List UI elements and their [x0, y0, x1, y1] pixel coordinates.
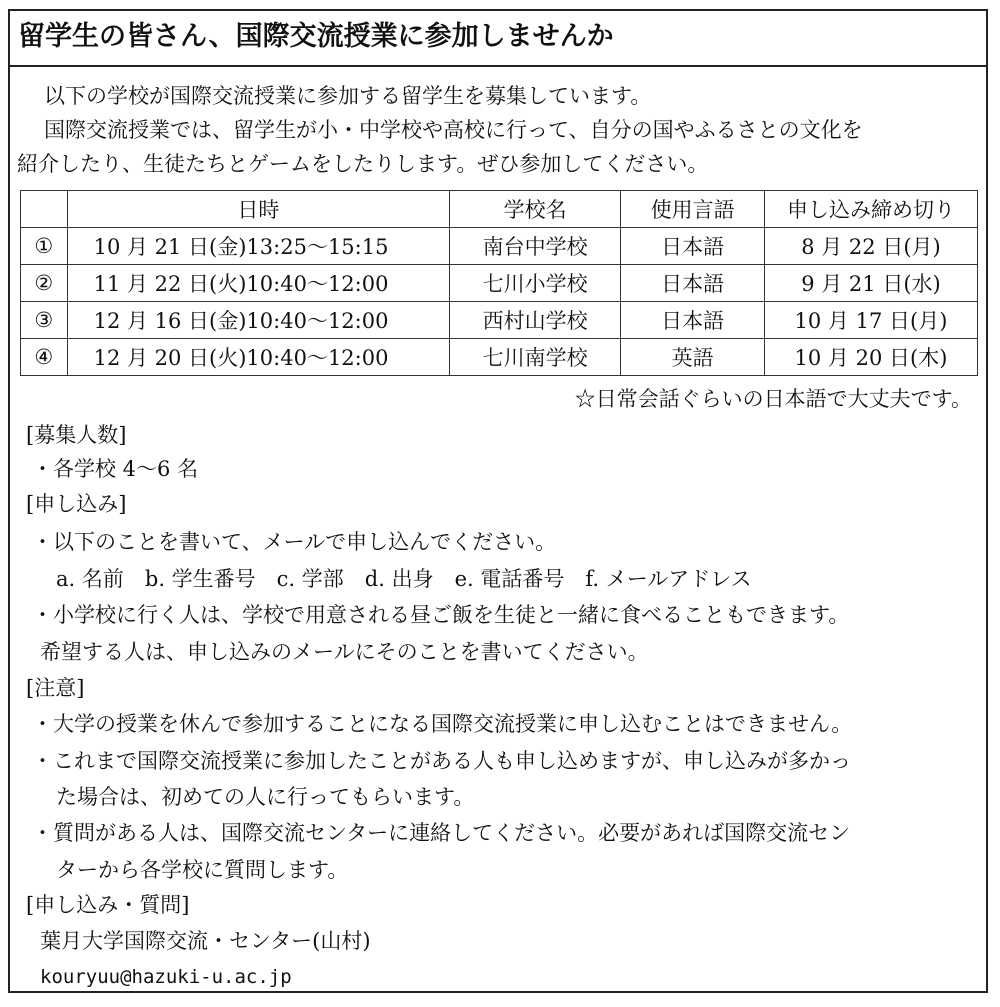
apply-heading: [申し込み]: [26, 492, 127, 516]
row-date: 12 月 20 日(火)10:40～12:00: [67, 339, 450, 376]
page-title: 留学生の皆さん、国際交流授業に参加しませんか: [18, 21, 614, 52]
row-deadline: 10 月 20 日(木): [764, 339, 977, 376]
contact-heading: [申し込み・質問]: [26, 893, 190, 917]
row-deadline: 9 月 21 日(水): [764, 265, 977, 302]
caution-line-5: ターから各学校に質問します。: [56, 858, 349, 882]
apply-line-3: ・小学校に行く人は、学校で用意される昼ご飯を生徒と一緒に食べることもできます。: [32, 603, 850, 627]
recruit-text: ・各学校 4～6 名: [32, 457, 199, 481]
row-school: 七川南学校: [450, 339, 621, 376]
table-row: [21, 228, 978, 265]
row-number: ②: [21, 265, 68, 302]
contact-email: kouryuu@hazuki-u.ac.jp: [40, 966, 292, 988]
intro-line-1: 以下の学校が国際交流授業に参加する留学生を募集しています。: [44, 84, 652, 108]
title-bar: [10, 11, 986, 67]
row-language: 英語: [621, 339, 765, 376]
table-header-row: [21, 191, 978, 228]
contact-org: 葉月大学国際交流・センター(山村): [40, 929, 371, 953]
table-row: [21, 302, 978, 339]
caution-line-4: ・質問がある人は、国際交流センターに連絡してください。必要があれば国際交流セン: [32, 821, 851, 845]
row-date: 10 月 21 日(金)13:25～15:15: [67, 228, 450, 265]
header-deadline: 申し込み締め切り: [764, 191, 977, 228]
row-language: 日本語: [621, 302, 765, 339]
caution-heading: [注意]: [26, 676, 85, 700]
row-number: ①: [21, 228, 68, 265]
apply-fields-line: a. 名前 b. 学生番号 c. 学部 d. 出身 e. 電話番号 f. メールアドレス: [56, 567, 752, 591]
caution-line-3: た場合は、初めての人に行ってもらいます。: [56, 785, 475, 809]
caution-line-2: ・これまで国際交流授業に参加したことがある人も申し込めますが、申し込みが多かっ: [32, 749, 851, 773]
header-school: 学校名: [450, 191, 621, 228]
table-row: [21, 265, 978, 302]
recruit-heading: [募集人数]: [26, 423, 127, 447]
notice-frame: [8, 9, 988, 993]
row-language: 日本語: [621, 228, 765, 265]
row-date: 11 月 22 日(火)10:40～12:00: [67, 265, 450, 302]
row-deadline: 8 月 22 日(月): [764, 228, 977, 265]
header-num: [21, 191, 68, 228]
row-school: 七川小学校: [450, 265, 621, 302]
row-date: 12 月 16 日(金)10:40～12:00: [67, 302, 450, 339]
apply-line-1: ・以下のことを書いて、メールで申し込んでください。: [32, 530, 557, 554]
row-school: 西村山学校: [450, 302, 621, 339]
row-language: 日本語: [621, 265, 765, 302]
apply-line-4: 希望する人は、申し込みのメールにそのことを書いてください。: [40, 640, 649, 664]
row-number: ③: [21, 302, 68, 339]
header-date: 日時: [67, 191, 450, 228]
table-row: [21, 339, 978, 376]
intro-line-3: 紹介したり、生徒たちとゲームをしたりします。ぜひ参加してください。: [17, 152, 709, 176]
caution-line-1: ・大学の授業を休んで参加することになる国際交流授業に申し込むことはできません。: [32, 712, 853, 736]
header-language: 使用言語: [621, 191, 765, 228]
intro-line-2: 国際交流授業では、留学生が小・中学校や高校に行って、自分の国やふるさとの文化を: [44, 118, 863, 142]
row-school: 南台中学校: [450, 228, 621, 265]
row-deadline: 10 月 17 日(月): [764, 302, 977, 339]
row-number: ④: [21, 339, 68, 376]
table-note: ☆日常会話ぐらいの日本語で大丈夫です。: [574, 387, 972, 411]
schedule-table: [20, 190, 978, 376]
